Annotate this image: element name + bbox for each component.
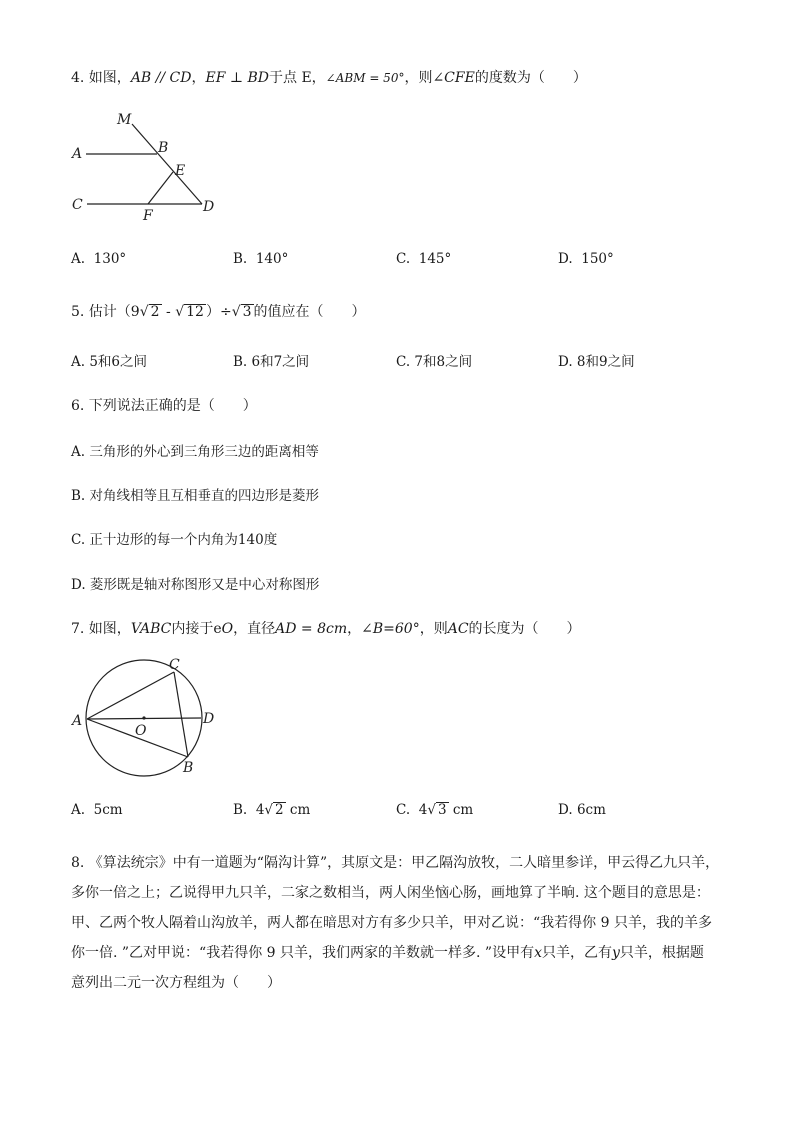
label-a: A xyxy=(72,146,83,162)
q6-option-a[interactable]: A. 三角形的外心到三角形三边的距离相等 xyxy=(71,444,319,460)
label-c: C xyxy=(169,657,180,673)
q5-radicand-1: 2 xyxy=(150,304,160,320)
q4-option-a[interactable] xyxy=(71,251,126,267)
q6-option-b[interactable]: B. 对角线相等且互相垂直的四边形是菱形 xyxy=(71,488,320,504)
chord-cb xyxy=(174,672,188,757)
q4-cond-perp: EF ⊥ BD xyxy=(205,70,269,86)
label-b: B xyxy=(158,140,169,156)
q5-option-b[interactable]: B. 6和7之间 xyxy=(233,354,310,370)
q7-option-a-text: 5cm xyxy=(93,802,123,818)
line-mbd xyxy=(132,124,202,204)
q5-prefix: 5. 估计（9 xyxy=(71,304,140,320)
q5-radicand-2: 12 xyxy=(186,304,204,320)
q5-option-c[interactable]: C. 7和8之间 xyxy=(396,354,473,370)
segment-fe xyxy=(148,172,173,204)
q6-option-c[interactable]: C. 正十边形的每一个内角为140度 xyxy=(71,532,278,548)
q7-option-b-coef: 4 xyxy=(255,802,265,818)
q7-diameter-label: ，直径 xyxy=(233,621,276,637)
q7-option-a-letter: A. xyxy=(71,802,86,818)
q6-option-d[interactable]: D. 菱形既是轴对称图形又是中心对称图形 xyxy=(71,577,320,593)
q7-cond-diameter: AD = 8cm xyxy=(275,621,348,637)
q4-option-a-letter: A. xyxy=(71,251,86,267)
sqrt-icon: √ xyxy=(427,802,436,818)
q7-option-d[interactable] xyxy=(558,802,606,818)
sqrt-icon: √ xyxy=(231,304,241,320)
q4-sep2: ，则 xyxy=(404,70,433,86)
q4-option-b-letter: B. xyxy=(233,251,248,267)
q5-stem xyxy=(71,301,366,321)
q4-option-d-letter: D. xyxy=(558,251,573,267)
q4-target-angle: ∠CFE xyxy=(432,70,475,86)
q4-suffix: 的度数为（ ） xyxy=(474,70,587,86)
q8-line-3: 甲、乙两个牧人隔着山沟放羊，两人都在暗思对方有多少只羊，甲对乙说：“我若得你 9 只羊，我的羊多 xyxy=(71,915,712,931)
q7-stem xyxy=(71,618,581,638)
q7-triangle: VABC xyxy=(130,621,172,637)
label-a: A xyxy=(72,713,83,729)
q4-cond-angle: ∠ABM = 50° xyxy=(325,71,405,85)
q7-then: ，则 xyxy=(419,621,448,637)
q4-option-d-text: 150° xyxy=(581,251,614,267)
q4-sep: ， xyxy=(191,70,206,86)
q7-option-b-radicand: 2 xyxy=(275,802,284,818)
chord-ac xyxy=(87,672,174,719)
q7-option-d-text: 6cm xyxy=(576,802,606,818)
label-b: B xyxy=(183,760,194,776)
q4-option-a-text: 130° xyxy=(93,251,127,267)
q8-line-4 xyxy=(71,938,731,968)
q8-line-4b: 只羊，乙有 xyxy=(542,945,612,961)
q7-cond-angle: ∠B=60° xyxy=(361,621,420,637)
q5-suffix: 的值应在（ ） xyxy=(253,304,366,320)
q4-figure xyxy=(60,100,230,230)
q5-divide: ）÷ xyxy=(205,304,232,320)
sqrt-icon: √ xyxy=(264,802,274,818)
q6-stem: 6. 下列说法正确的是（ ） xyxy=(71,398,257,414)
q5-option-a[interactable]: A. 5和6之间 xyxy=(71,354,148,370)
q4-option-b-text: 140° xyxy=(255,251,289,267)
label-o: O xyxy=(135,723,147,739)
q7-option-b[interactable] xyxy=(233,802,310,818)
sqrt-icon: √ xyxy=(139,304,149,320)
q7-prefix: 7. 如图， xyxy=(71,621,131,637)
label-d: D xyxy=(203,199,215,215)
q4-prefix: 4. 如图， xyxy=(71,70,131,86)
label-c: C xyxy=(72,197,83,213)
q4-option-d[interactable] xyxy=(558,251,614,267)
q7-option-a[interactable] xyxy=(71,802,123,818)
q7-figure xyxy=(65,652,225,782)
q4-cond-perp-tail: 于点 E， xyxy=(269,70,326,86)
q7-sep: ， xyxy=(347,621,362,637)
q8-line-4a: 你一倍. ”乙对甲说：“我若得你 9 只羊，我们两家的羊数就一样多. ”设甲有 xyxy=(71,945,535,961)
q7-option-c-letter: C. xyxy=(396,802,411,818)
q7-option-b-letter: B. xyxy=(233,802,248,818)
q5-minus: - xyxy=(161,304,176,320)
q5-option-d[interactable]: D. 8和9之间 xyxy=(558,354,635,370)
q8-line-2: 多你一倍之上；乙说得甲九只羊，二家之数相当，两人闲坐恼心肠，画地算了半晌. 这个题目的意思是： xyxy=(71,885,710,901)
q7-circle: O xyxy=(221,621,234,637)
q7-option-d-letter: D. xyxy=(558,802,573,818)
q7-option-c-coef: 4 xyxy=(418,802,428,818)
q8-line-4c: 只羊，根据题 xyxy=(619,945,704,961)
q5-radicand-3: 3 xyxy=(242,304,252,320)
q4-stem xyxy=(71,67,587,87)
q4-option-b[interactable] xyxy=(233,251,288,267)
q8-line-5: 意列出二元一次方程组为（ ） xyxy=(71,975,281,991)
center-dot xyxy=(142,716,145,719)
q7-option-c-unit: cm xyxy=(452,802,474,818)
q7-inscribed: 内接于e xyxy=(171,621,222,637)
label-d: D xyxy=(203,711,215,727)
sqrt-icon: √ xyxy=(175,304,185,320)
label-m: M xyxy=(117,112,132,128)
q4-option-c-text: 145° xyxy=(418,251,452,267)
q4-cond-parallel: AB // CD xyxy=(130,70,192,86)
q7-option-b-unit: cm xyxy=(289,802,311,818)
q8-line-1: 8. 《算法统宗》中有一道题为“隔沟计算”，其原文是：甲乙隔沟放牧，二人暗里参详，甲云得乙九只羊， xyxy=(71,855,720,871)
q7-option-c-radicand: 3 xyxy=(437,802,447,818)
q4-option-c[interactable] xyxy=(396,251,451,267)
q8-var-y: y xyxy=(612,945,620,961)
q8-var-x: x xyxy=(534,945,542,961)
q7-suffix: 的长度为（ ） xyxy=(468,621,581,637)
label-e: E xyxy=(175,163,186,179)
label-f: F xyxy=(143,208,153,224)
q7-option-c[interactable] xyxy=(396,802,473,818)
q4-option-c-letter: C. xyxy=(396,251,411,267)
q7-target: AC xyxy=(447,621,469,637)
q8-stem xyxy=(71,848,731,998)
